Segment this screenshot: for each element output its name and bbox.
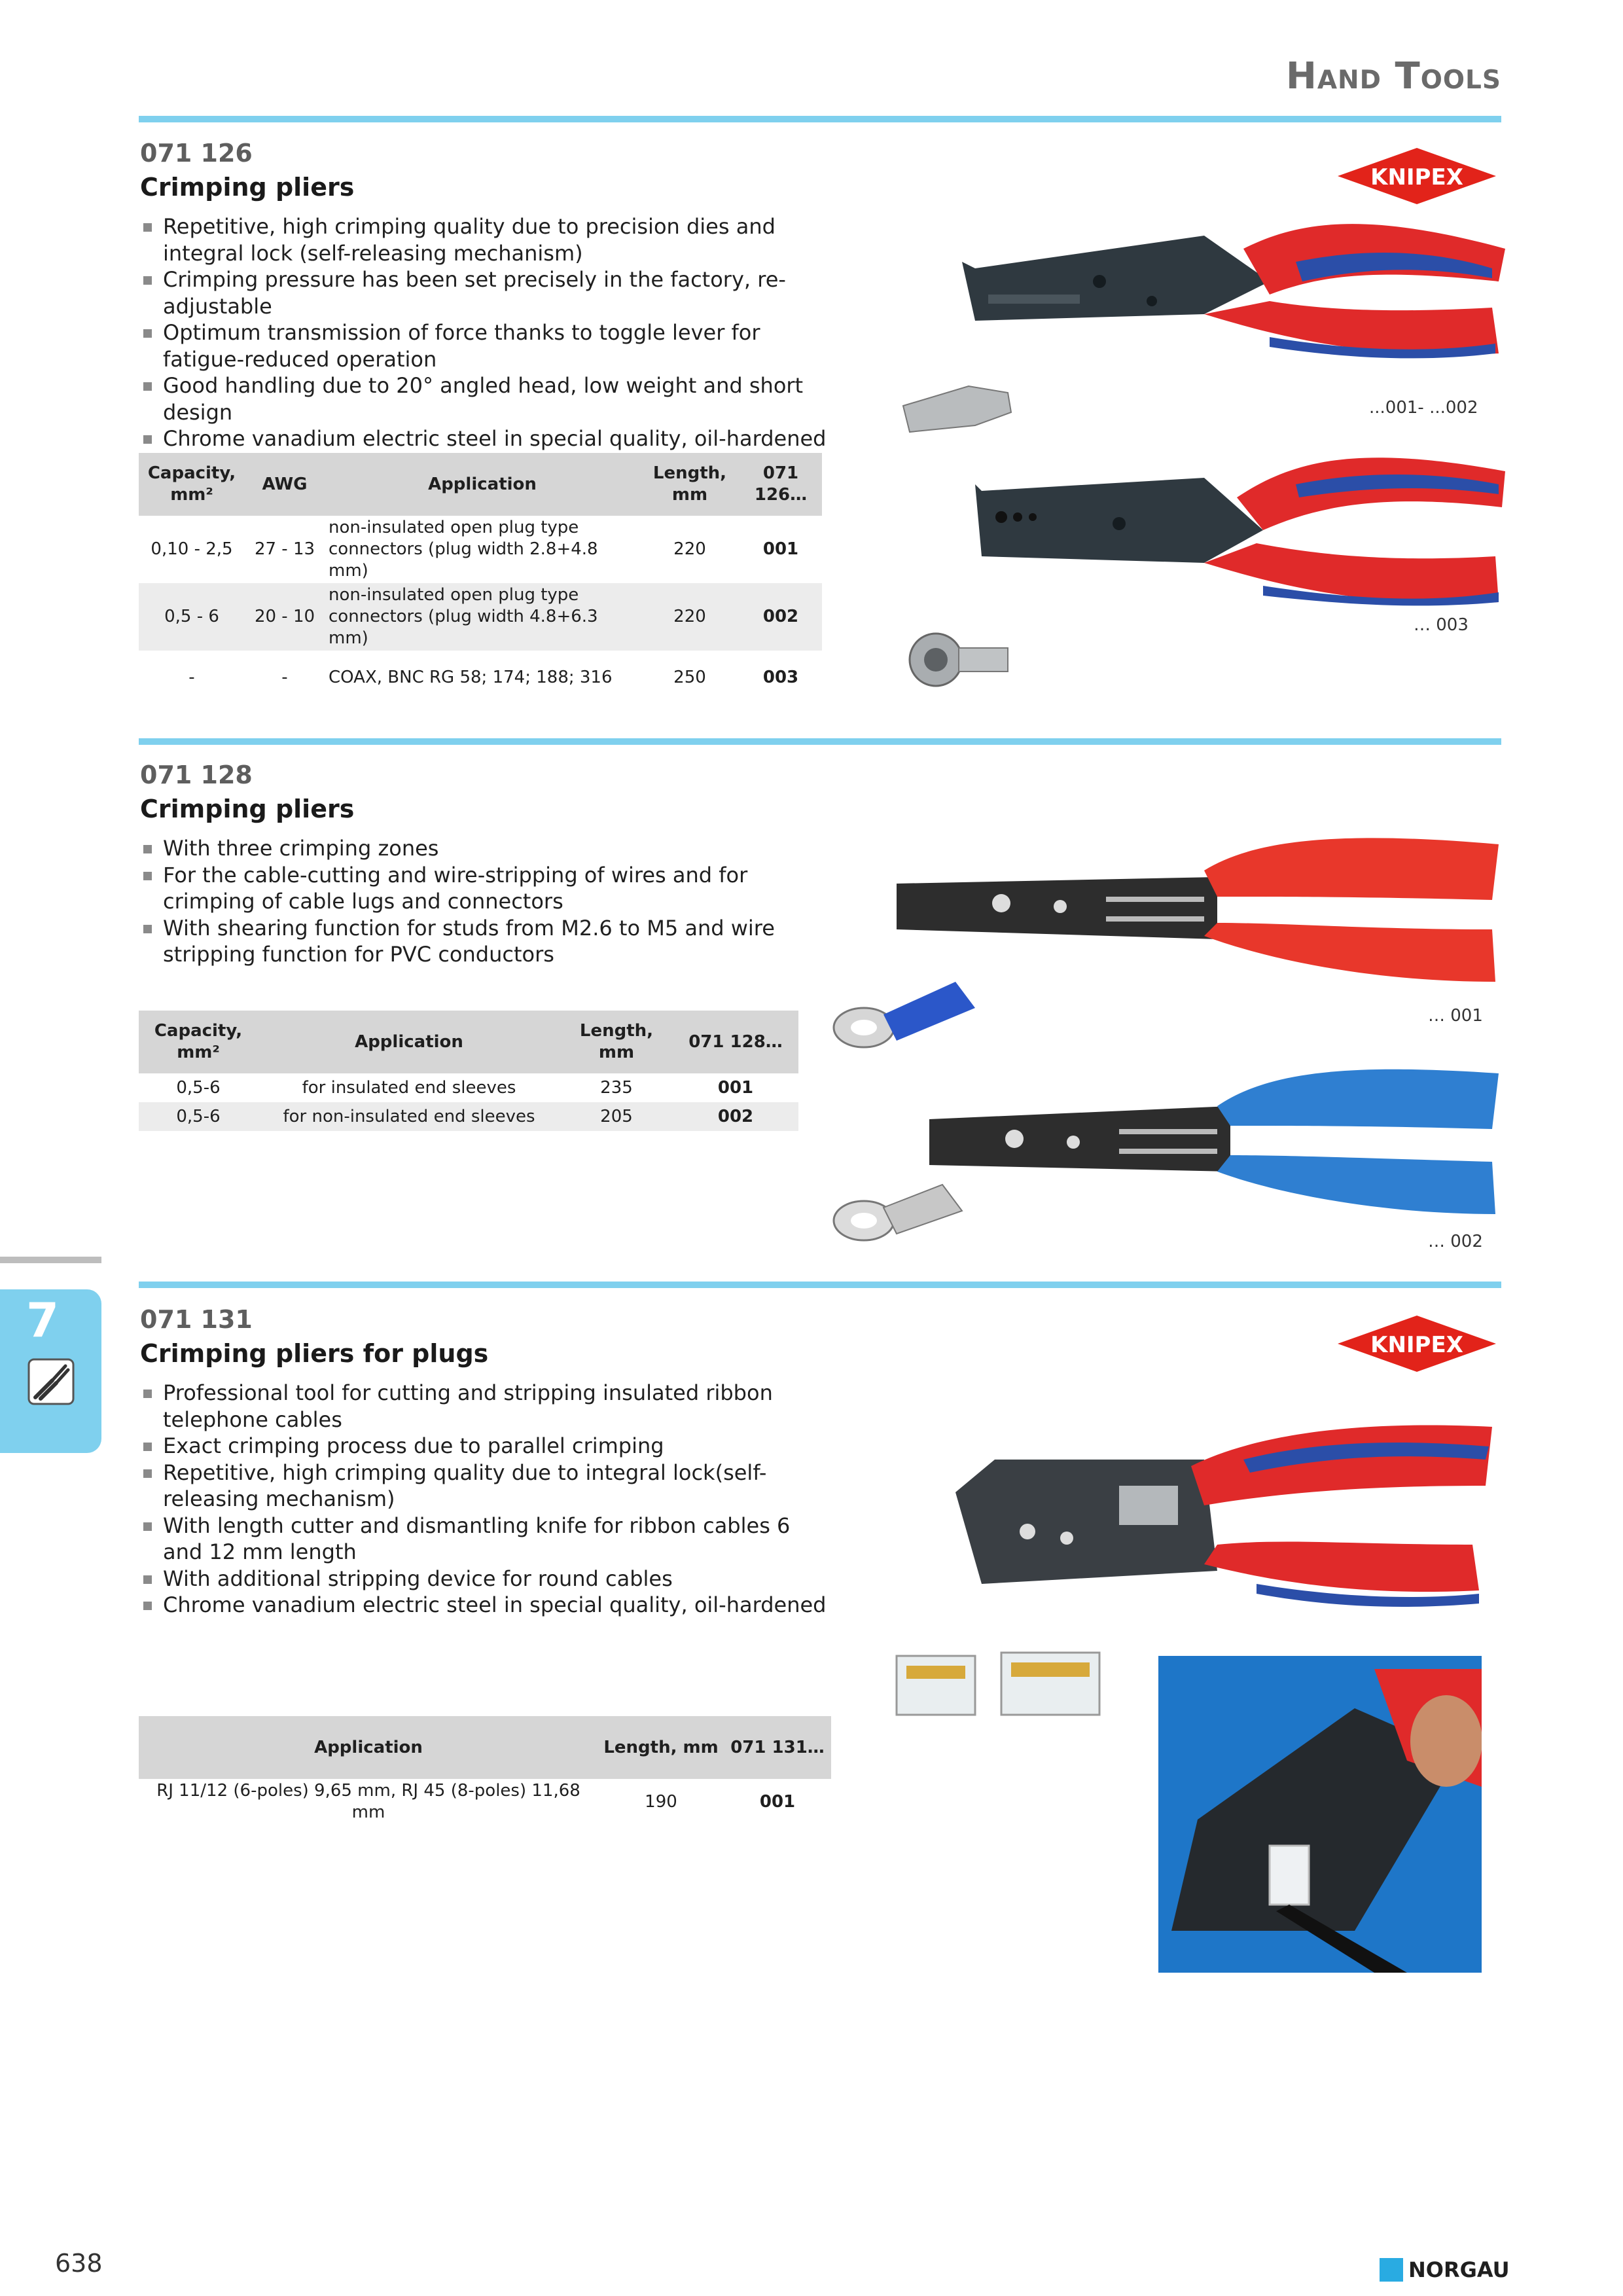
feature-item: For the cable-cutting and wire-stripping of wires and for crimping of cable lugs and connectors: [141, 862, 834, 915]
image-caption: ...001- ...002: [1369, 398, 1478, 418]
column-header: Capacity, mm²: [139, 453, 245, 516]
table-cell: 27 - 13: [254, 539, 315, 559]
side-tab-divider: [0, 1257, 101, 1263]
chapter-number: 7: [26, 1293, 60, 1348]
section-title: Hand Tools: [1285, 55, 1501, 98]
table-cell: non-insulated open plug type connectors (plug width 4.8+6.3 mm): [325, 583, 640, 651]
crimping-pliers-image: [955, 432, 1505, 615]
bnc-connector-image: [903, 622, 1014, 694]
column-header: Length, mm: [560, 1011, 673, 1073]
table-cell: 220: [673, 539, 706, 559]
table-cell: 001: [759, 1791, 796, 1812]
table-cell: 001: [762, 539, 799, 559]
feature-item: Repetitive, high crimping quality due to precision dies and integral lock (self-releasing mechanism): [141, 213, 834, 266]
product-name: Crimping pliers: [140, 795, 355, 823]
column-header: 071 126…: [740, 453, 822, 516]
column-header: 071 128…: [673, 1011, 798, 1073]
feature-item: Chrome vanadium electric steel in special quality, oil-hardened: [141, 425, 834, 452]
column-header: AWG: [245, 453, 325, 516]
column-header: Application: [258, 1011, 560, 1073]
page-number: 638: [55, 2249, 103, 2278]
table-cell: -: [188, 667, 195, 687]
column-header: Application: [139, 1716, 598, 1779]
norgau-logo-text: NORGAU: [1408, 2257, 1510, 2282]
product-name: Crimping pliers: [140, 173, 355, 202]
feature-list: [141, 835, 834, 968]
table-cell: -: [281, 667, 288, 687]
feature-item: Professional tool for cutting and stripping insulated ribbon telephone cables: [141, 1380, 834, 1433]
table-cell: for non-insulated end sleeves: [258, 1102, 560, 1131]
feature-item: With shearing function for studs from M2.6 to M5 and wire stripping function for PVC conductors: [141, 915, 834, 968]
product-code: 071 131: [140, 1305, 253, 1334]
table-cell: 205: [560, 1102, 673, 1131]
feature-item: Repetitive, high crimping quality due to integral lock(self-releasing mechanism): [141, 1460, 834, 1513]
column-header: Length, mm: [640, 453, 740, 516]
table-cell: 235: [600, 1077, 633, 1098]
table-row: [139, 1102, 798, 1131]
feature-item: Crimping pressure has been set precisely in the factory, re-adjustable: [141, 266, 834, 319]
table-row: [139, 583, 822, 651]
feature-item: With three crimping zones: [141, 835, 834, 862]
cable-lug-insulated-image: [825, 969, 982, 1060]
table-row: [139, 651, 822, 704]
knipex-logo: [1335, 1313, 1499, 1374]
crimping-pliers-image: [890, 825, 1505, 995]
rj-plugs-image: [890, 1643, 1113, 1728]
section-rule: [139, 1282, 1501, 1288]
section-rule: [139, 116, 1501, 122]
pliers-icon: [27, 1358, 75, 1405]
table-cell: 190: [645, 1791, 677, 1812]
svg-text:KNIPEX: KNIPEX: [1370, 1332, 1463, 1358]
feature-item: With length cutter and dismantling knife for ribbon cables 6 and 12 mm length: [141, 1513, 834, 1566]
section-rule: [139, 738, 1501, 745]
spec-table: [139, 1011, 798, 1131]
table-row: [139, 1779, 831, 1825]
feature-item: Exact crimping process due to parallel crimping: [141, 1433, 834, 1460]
table-cell: for insulated end sleeves: [302, 1077, 516, 1098]
table-cell: 250: [673, 667, 706, 687]
feature-list: [141, 213, 834, 452]
table-cell: 002: [740, 583, 822, 651]
spec-table: [139, 1716, 831, 1825]
product-code: 071 126: [140, 139, 253, 168]
svg-text:KNIPEX: KNIPEX: [1370, 164, 1463, 190]
table-cell: 0,10 - 2,5: [151, 539, 233, 559]
image-caption: … 002: [1428, 1232, 1483, 1251]
table-cell: 220: [640, 583, 740, 651]
feature-item: Good handling due to 20° angled head, low weight and short design: [141, 372, 834, 425]
product-code: 071 128: [140, 761, 253, 789]
feature-item: Optimum transmission of force thanks to toggle lever for fatigue-reduced operation: [141, 319, 834, 372]
table-cell: 0,5-6: [176, 1077, 221, 1098]
column-header: Length, mm: [598, 1716, 724, 1779]
norgau-logo-mark: [1380, 2258, 1403, 2282]
rj-crimping-pliers-image: [942, 1414, 1505, 1630]
table-cell: RJ 11/12 (6-poles) 9,65 mm, RJ 45 (8-poles) 11,68 mm: [156, 1781, 580, 1822]
table-row: [139, 516, 822, 583]
table-cell: 0,5 - 6: [139, 583, 245, 651]
image-caption: … 001: [1428, 1006, 1483, 1026]
product-name: Crimping pliers for plugs: [140, 1339, 489, 1368]
feature-item: With additional stripping device for round cables: [141, 1566, 834, 1592]
crimping-pliers-image: [923, 1060, 1505, 1224]
image-caption: … 003: [1414, 615, 1469, 635]
feature-item: Chrome vanadium electric steel in special quality, oil-hardened: [141, 1592, 834, 1619]
table-cell: 0,5-6: [139, 1102, 258, 1131]
table-cell: 001: [717, 1077, 754, 1098]
tool-in-use-photo: [1158, 1656, 1482, 1973]
table-cell: 20 - 10: [245, 583, 325, 651]
table-cell: COAX, BNC RG 58; 174; 188; 316: [329, 667, 613, 687]
spec-table: [139, 453, 822, 704]
column-header: Capacity, mm²: [139, 1011, 258, 1073]
table-row: [139, 1073, 798, 1102]
column-header: Application: [325, 453, 640, 516]
cable-lug-image: [825, 1165, 982, 1257]
table-cell: non-insulated open plug type connectors (plug width 2.8+4.8 mm): [329, 518, 598, 581]
column-header: 071 131…: [724, 1716, 831, 1779]
table-cell: 003: [762, 667, 799, 687]
feature-list: [141, 1380, 834, 1619]
table-cell: 002: [673, 1102, 798, 1131]
crimping-pliers-image: [903, 196, 1505, 367]
